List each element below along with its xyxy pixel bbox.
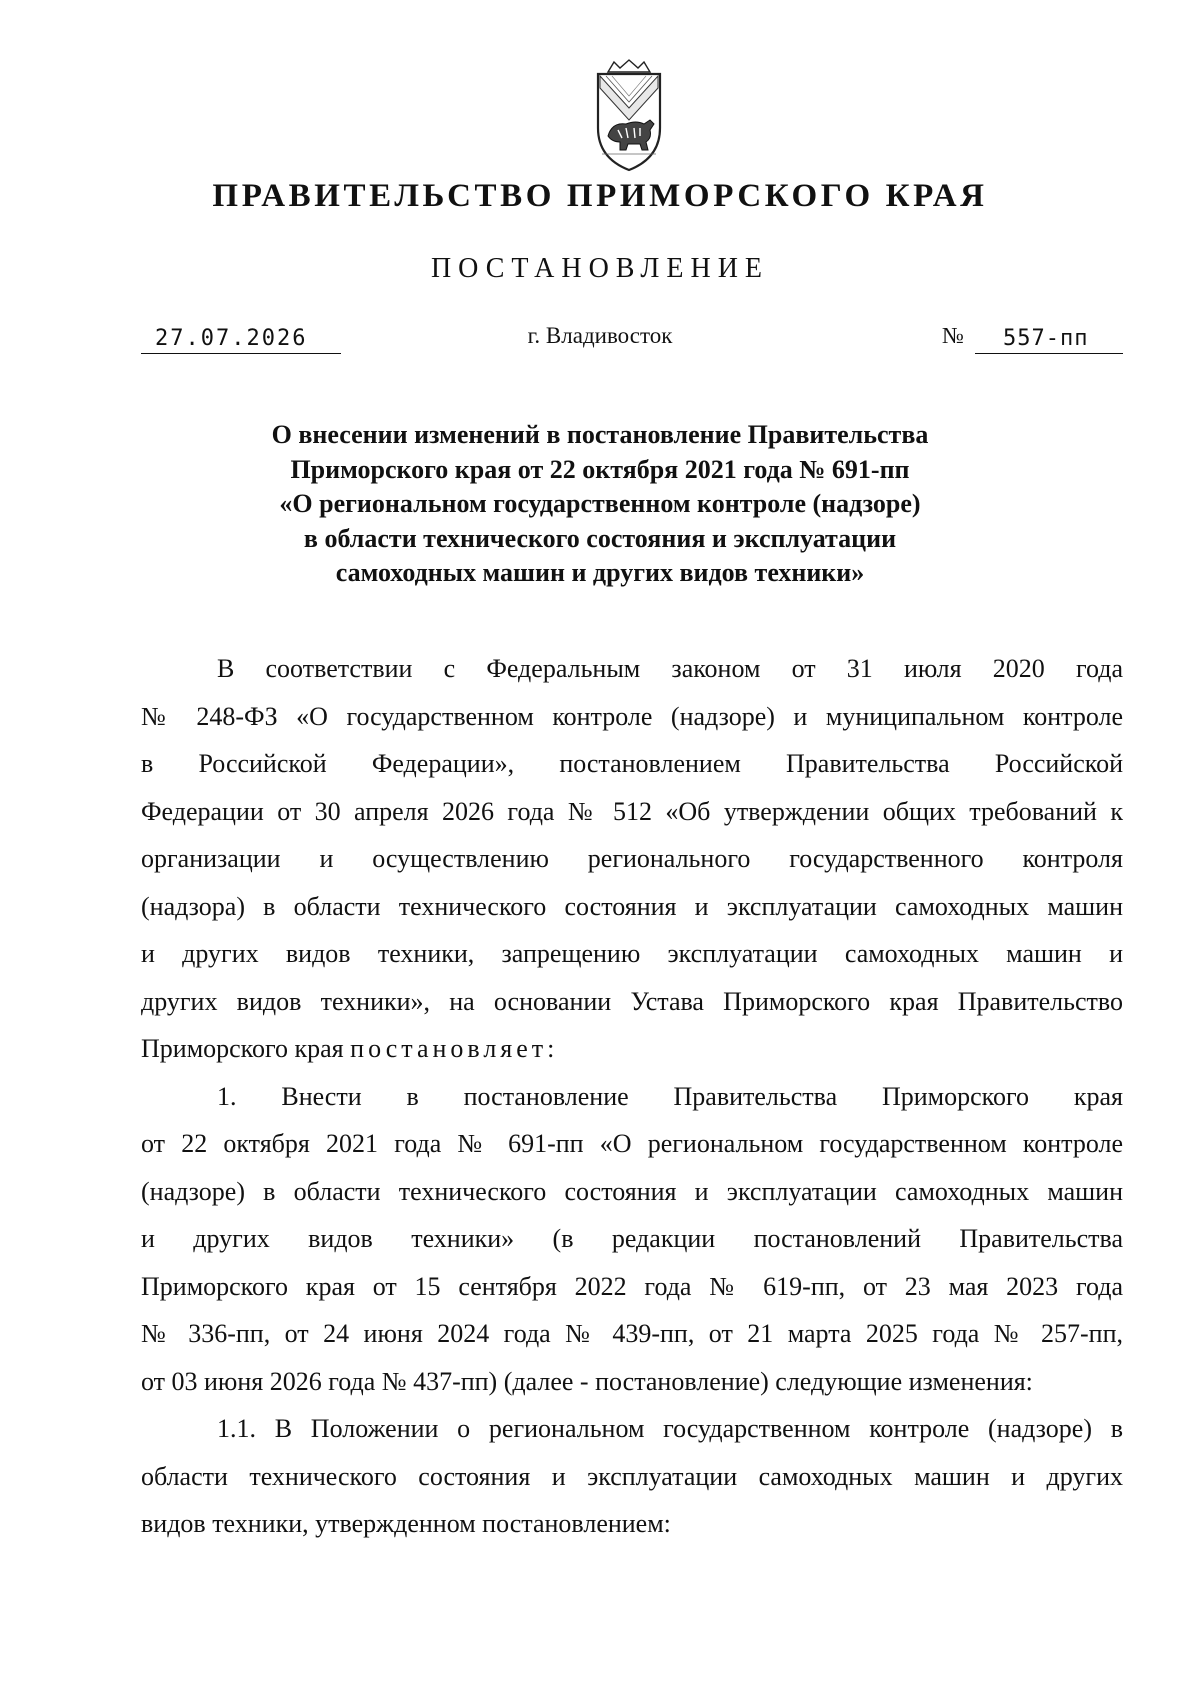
- coat-of-arms-emblem: [578, 58, 680, 176]
- item-1-line: от 03 июня 2026 года № 437-пп) (далее - постановление) следующие изменения:: [141, 1366, 1033, 1396]
- preamble-line: других видов техники», на основании Устава Приморского края Правительство: [141, 986, 1123, 1016]
- item-1-1-line: видов техники, утвержденном постановлением:: [141, 1509, 671, 1538]
- resolves-word: постановляет:: [350, 1034, 559, 1063]
- preamble-last-line: [141, 1025, 1123, 1073]
- number-sign: №: [942, 323, 964, 348]
- subject-line: самоходных машин и других видов техники»: [335, 558, 865, 587]
- preamble-line: № 248-ФЗ «О государственном контроле (надзоре) и муниципальном контроле: [141, 701, 1123, 731]
- preamble-line: В соответствии с Федеральным законом от 31 июля 2020 года: [217, 654, 1123, 683]
- document-type: ПОСТАНОВЛЕНИЕ: [430, 253, 770, 284]
- item-1-1-line: области технического состояния и эксплуатации самоходных машин и других: [141, 1461, 1123, 1491]
- item-1-line: № 336-пп, от 24 июня 2024 года № 439-пп, от 21 марта 2025 года № 257-пп,: [141, 1319, 1123, 1348]
- preamble-line: Федерации от 30 апреля 2026 года № 512 «Об утверждении общих требований к: [141, 796, 1123, 826]
- document-number: 557-пп: [975, 325, 1123, 354]
- preamble-line: в Российской Федерации», постановлением Правительства Российской: [141, 749, 1123, 778]
- document-body: [141, 645, 1123, 1548]
- subject-line: О внесении изменений в постановление Правительства: [271, 420, 929, 449]
- item-1-line: 1. Внести в постановление Правительства Приморского края: [217, 1081, 1123, 1111]
- preamble-last-prefix: Приморского края: [141, 1034, 351, 1063]
- item-1-line: и других видов техники» (в редакции постановлений Правительства: [141, 1224, 1123, 1253]
- document-city: г. Владивосток: [527, 323, 673, 348]
- preamble-line: (надзора) в области технического состояния и эксплуатации самоходных машин: [141, 891, 1123, 921]
- item-1-line: Приморского края от 15 сентября 2022 года № 619-пп, от 23 мая 2023 года: [141, 1271, 1123, 1301]
- subject-line: Приморского края от 22 октября 2021 года № 691-пп: [290, 454, 910, 484]
- subject-line: в области технического состояния и эксплуатации: [303, 523, 897, 553]
- subject-line: «О региональном государственном контроле (надзоре): [279, 489, 921, 518]
- preamble-line: организации и осуществлению регионального государственного контроля: [141, 844, 1123, 873]
- government-title: ПРАВИТЕЛЬСТВО ПРИМОРСКОГО КРАЯ: [212, 178, 988, 214]
- document-subject: [150, 418, 1050, 591]
- document-date: 27.07.2026: [141, 325, 341, 354]
- preamble-line: и других видов техники, запрещению эксплуатации самоходных машин и: [141, 939, 1123, 968]
- item-1-line: от 22 октября 2021 года № 691-пп «О региональном государственном контроле: [141, 1129, 1123, 1158]
- item-1-line: (надзоре) в области технического состояния и эксплуатации самоходных машин: [141, 1176, 1123, 1206]
- item-1-1-line: 1.1. В Положении о региональном государственном контроле (надзоре) в: [217, 1414, 1123, 1443]
